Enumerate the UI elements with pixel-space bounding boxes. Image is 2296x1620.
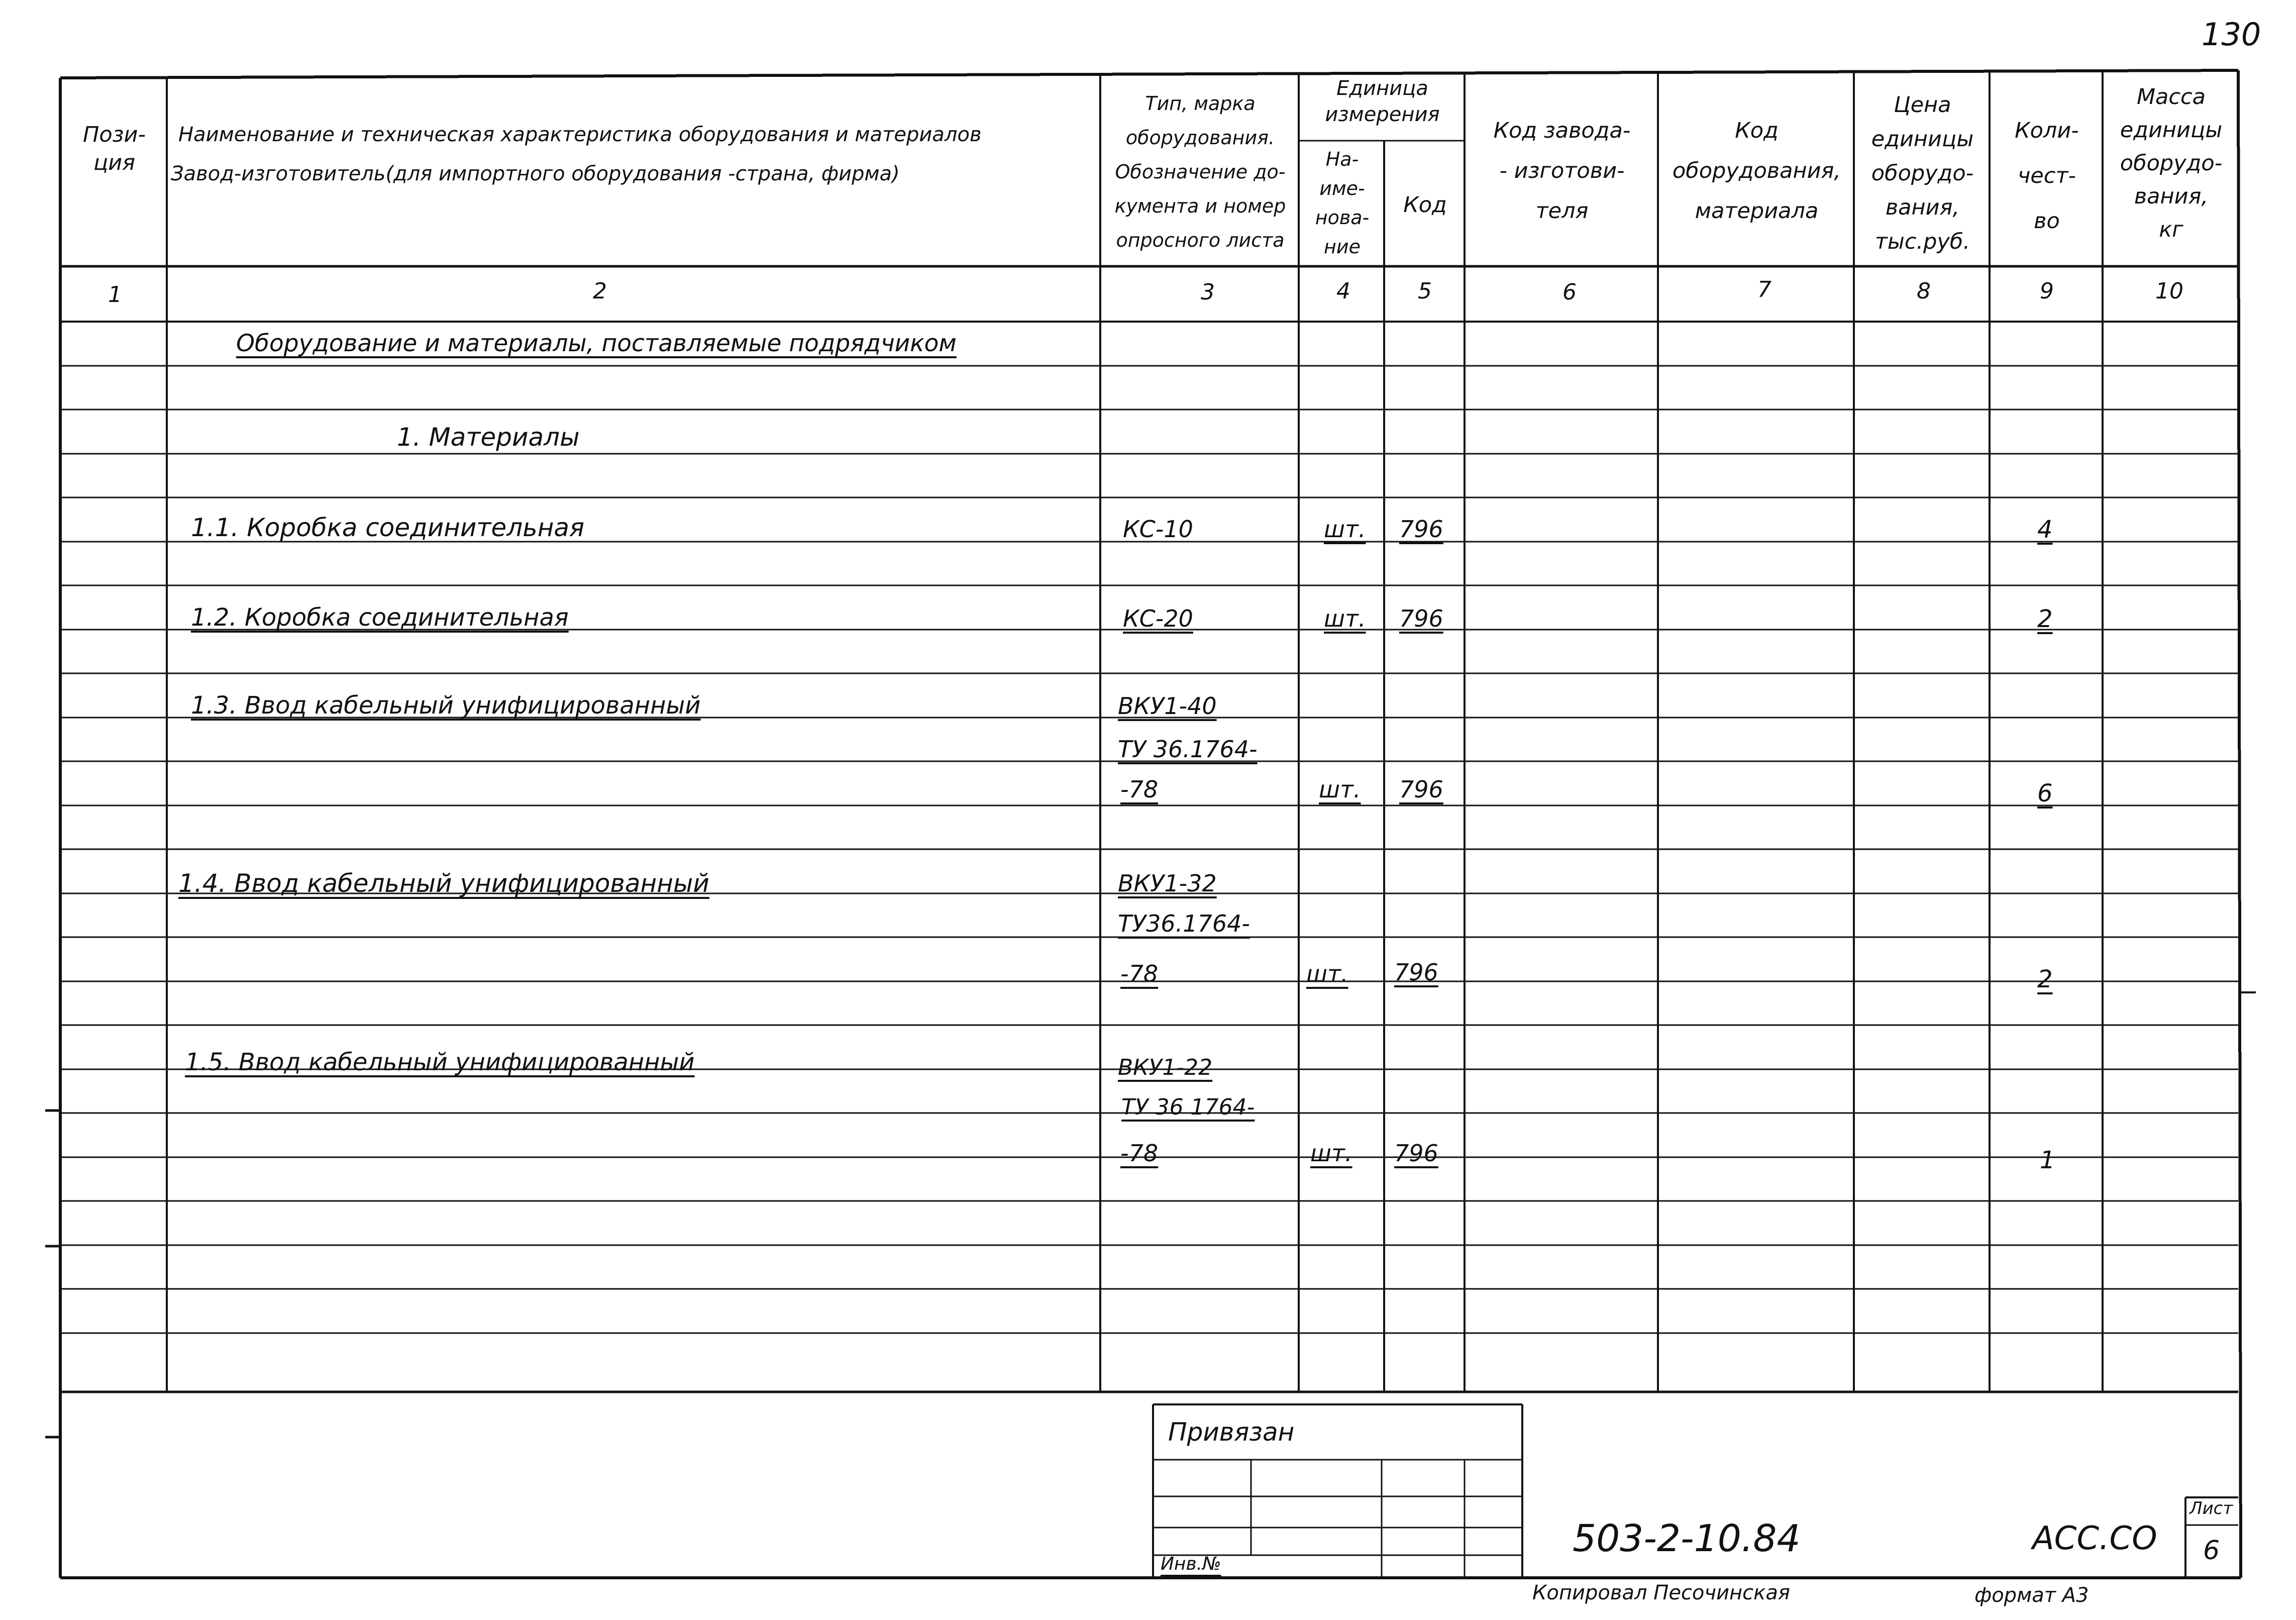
sheet-code: АСС.СО (2032, 1520, 2157, 1557)
stamp-inventory-label: Инв.№ (1161, 1554, 1221, 1574)
item-name: 1.5. Ввод кабельный унифицированный (185, 1048, 695, 1076)
header-equipment-code: Код оборудования, материала (1672, 118, 1841, 224)
column-number: 4 (1336, 278, 1350, 304)
header-unit-mass: Масса единицы оборудо- вания, кг (2120, 84, 2223, 242)
header-unit-price: Цена единицы оборудо- вания, тыс.руб. (1871, 92, 1974, 254)
document-code: 503-2-10.84 (1573, 1517, 1801, 1560)
item-unit: шт. (1324, 605, 1366, 632)
sheet-number: 6 (2203, 1536, 2220, 1566)
item-code: 796 (1394, 959, 1438, 986)
item-type-line: -78 (1120, 776, 1159, 803)
item-name: 1.3. Ввод кабельный унифицированный (191, 691, 701, 720)
column-number: 6 (1562, 279, 1577, 305)
item-type-line: ТУ 36 1764- (1121, 1094, 1255, 1120)
item-type-line: -78 (1120, 960, 1159, 987)
item-type-line: -78 (1120, 1140, 1159, 1167)
item-unit: шт. (1319, 776, 1361, 803)
column-number: 2 (593, 278, 607, 304)
item-unit: шт. (1324, 516, 1366, 543)
subsection-title: 1. Материалы (397, 423, 580, 452)
header-plant-code: Код завода- - изготови- теля (1493, 118, 1631, 224)
item-unit: шт. (1306, 960, 1348, 987)
column-number: 9 (2040, 278, 2054, 304)
column-number: 5 (1418, 278, 1432, 304)
header-name-line2: Завод-изготовитель(для импортного оборудования -страна, фирма) (171, 162, 900, 185)
item-code: 796 (1394, 1140, 1438, 1167)
item-code: 796 (1399, 605, 1443, 632)
sheet-label: Лист (2189, 1498, 2233, 1518)
header-unit-name: На- име- нова- ние (1315, 148, 1370, 258)
item-name: 1.1. Коробка соединительная (191, 513, 585, 542)
copied-by: Копировал Песочинская (1532, 1581, 1790, 1604)
item-name: 1.2. Коробка соединительная (191, 603, 569, 632)
sheet-corner-number: 130 (2202, 16, 2261, 53)
item-quantity: 4 (2037, 516, 2053, 544)
column-number: 8 (1917, 278, 1931, 304)
item-unit: шт. (1310, 1140, 1352, 1167)
item-name: 1.4. Ввод кабельный унифицированный (178, 869, 709, 898)
item-type-line: ВКУ1-40 (1118, 692, 1217, 720)
header-type: Тип, марка оборудования. Обозначение до- кумента и номер опросного листа (1114, 92, 1286, 251)
column-number: 3 (1201, 279, 1215, 305)
item-type-line: ТУ36.1764- (1118, 910, 1250, 937)
column-number: 10 (2155, 278, 2183, 304)
paper-format: формат А3 (1974, 1584, 2089, 1607)
item-type-line: ТУ 36.1764- (1118, 736, 1258, 763)
column-number: 1 (108, 282, 122, 308)
item-type-line: ВКУ1-22 (1118, 1055, 1213, 1080)
header-quantity: Коли- чест- во (2015, 118, 2079, 234)
column-number: 7 (1757, 277, 1771, 302)
item-quantity: 2 (2037, 605, 2053, 633)
item-type-line: ВКУ1-32 (1118, 870, 1217, 897)
item-quantity: 1 (2040, 1146, 2055, 1174)
item-type: КС-10 (1123, 516, 1193, 543)
stamp-tied-label: Привязан (1168, 1418, 1295, 1447)
item-code: 796 (1399, 776, 1443, 803)
item-quantity: 2 (2037, 965, 2053, 993)
item-type: КС-20 (1123, 605, 1193, 632)
section-title: Оборудование и материалы, поставляемые подрядчиком (236, 330, 957, 357)
header-name-line1: Наименование и техническая характеристика оборудования и материалов (178, 123, 982, 146)
item-quantity: 6 (2037, 779, 2053, 807)
header-unit-code: Код (1403, 192, 1447, 218)
item-code: 796 (1399, 516, 1443, 543)
header-unit-group: Единица измерения (1325, 77, 1440, 126)
header-position: Пози- ция (83, 122, 146, 175)
